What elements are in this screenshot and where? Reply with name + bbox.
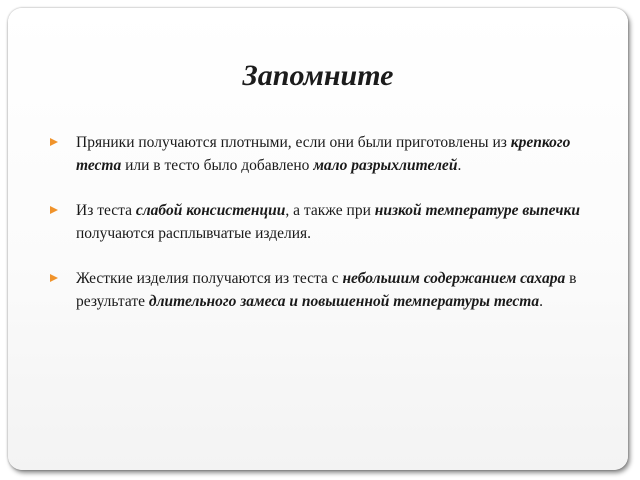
slide-title: Запомните [242,59,394,92]
text-run: . [457,157,462,174]
triangle-bullet-icon [50,274,58,282]
emphasis-run: длительного замеса и повышенной температуры теста [148,293,540,310]
text-run: , а также при [285,202,375,219]
bullet-item-1 [50,131,590,177]
emphasis-run: мало разрыхлителей [313,157,458,174]
emphasis-run: слабой консистенции [135,202,286,219]
bullet-text [76,202,580,242]
triangle-bullet-icon [50,206,58,214]
bullet-item-3 [50,267,590,313]
text-run: . [539,293,543,310]
bullet-text [76,134,570,174]
bullet-list [50,131,590,335]
slide-card [8,8,628,470]
text-run: получаются расплывчатые изделия. [76,225,312,242]
bullet-text [76,270,576,310]
emphasis-run: низкой температуре выпечки [374,202,580,219]
text-run: или в тесто было добавлено [121,157,314,174]
text-run: Из теста [76,202,136,219]
bullet-item-2 [50,199,590,245]
triangle-bullet-icon [50,138,58,146]
text-run: в результате [76,270,577,310]
text-run: Пряники получаются плотными, если они были приготовлены из [76,134,511,151]
emphasis-run: крепкого теста [76,134,571,174]
text-run: Жесткие изделия получаются из теста с [76,270,343,287]
emphasis-run: небольшим содержанием сахара [342,270,566,287]
